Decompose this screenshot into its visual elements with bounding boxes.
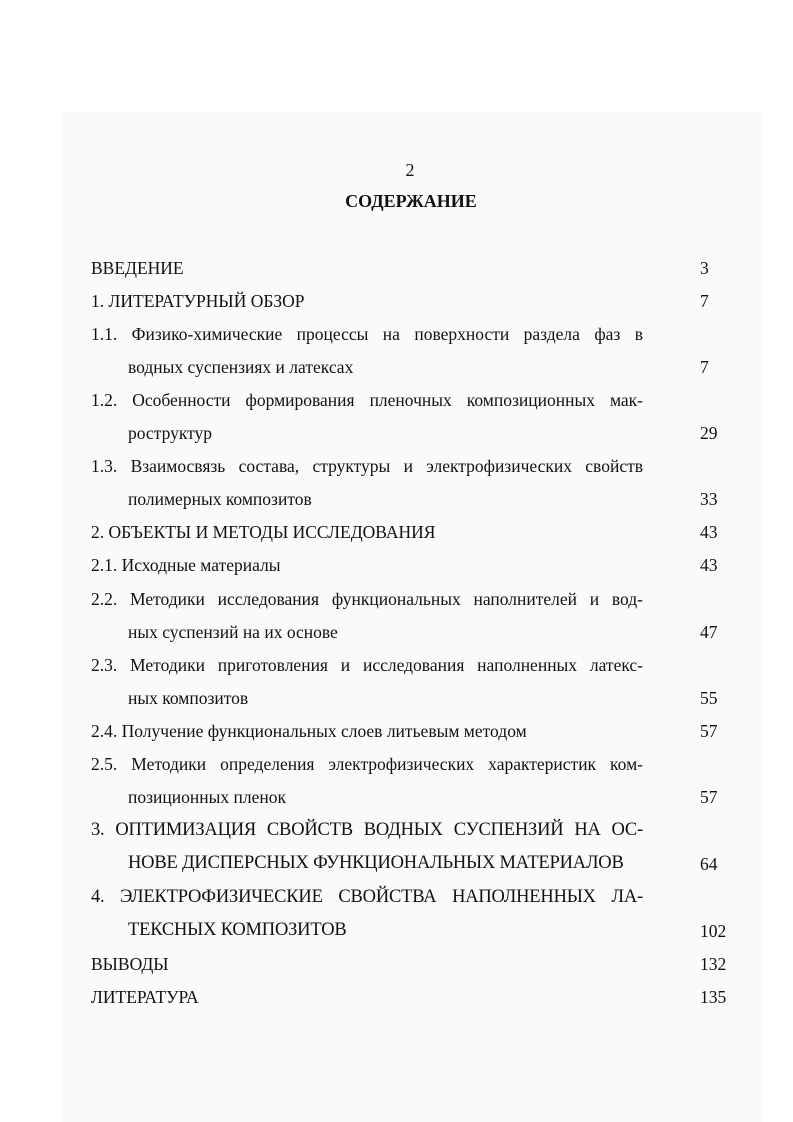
toc-entry-chapter-4-cont: ТЕКСНЫХ КОМПОЗИТОВ xyxy=(128,920,347,940)
toc-page-conclusions: 132 xyxy=(700,954,727,974)
toc-page-chapter-3: 64 xyxy=(700,854,718,874)
toc-entry-references: ЛИТЕРАТУРА xyxy=(91,987,199,1007)
toc-page-chapter-4: 102 xyxy=(700,921,727,941)
toc-entry-2-3-cont: ных композитов xyxy=(128,688,249,708)
toc-entry-2-5-cont: позиционных пленок xyxy=(128,787,286,807)
toc-page-1-3: 33 xyxy=(700,489,718,509)
toc-entry-1-2-cont: роструктур xyxy=(128,423,213,443)
toc-entry-1-3: 1.3. Взаимосвязь состава, структуры и электрофизических свойств xyxy=(91,456,643,476)
toc-entry-chapter-2: 2. ОБЪЕКТЫ И МЕТОДЫ ИССЛЕДОВАНИЯ xyxy=(91,522,436,542)
toc-entry-1-1-cont: водных суспензиях и латексах xyxy=(128,357,354,377)
toc-entry-2-2-cont: ных суспензий на их основе xyxy=(128,622,338,642)
toc-page-references: 135 xyxy=(700,987,727,1007)
toc-page-1-2: 29 xyxy=(700,423,718,443)
toc-entry-1-1: 1.1. Физико-химические процессы на поверхности раздела фаз в xyxy=(91,324,643,344)
toc-entry-conclusions: ВЫВОДЫ xyxy=(91,954,169,974)
toc-page-2-2: 47 xyxy=(700,622,718,642)
toc-entry-2-4: 2.4. Получение функциональных слоев литьевым методом xyxy=(91,721,527,741)
toc-entry-2-5: 2.5. Методики определения электрофизических характеристик ком- xyxy=(91,754,643,774)
toc-page-chapter-2: 43 xyxy=(700,522,718,542)
toc-page-2-5: 57 xyxy=(700,787,718,807)
toc-page-intro: 3 xyxy=(700,258,709,278)
toc-entry-2-3: 2.3. Методики приготовления и исследования наполненных латекс- xyxy=(91,655,643,675)
page-number: 2 xyxy=(405,160,415,180)
toc-entry-intro: ВВЕДЕНИЕ xyxy=(91,258,184,278)
toc-page-2-1: 43 xyxy=(700,555,718,575)
toc-page-chapter-1: 7 xyxy=(700,291,709,311)
toc-page-1-1: 7 xyxy=(700,357,709,377)
toc-entry-1-3-cont: полимерных композитов xyxy=(128,489,312,509)
toc-entry-2-1: 2.1. Исходные материалы xyxy=(91,555,281,575)
toc-page-2-3: 55 xyxy=(700,688,718,708)
toc-entry-chapter-4: 4. ЭЛЕКТРОФИЗИЧЕСКИЕ СВОЙСТВА НАПОЛНЕННЫХ ЛА- xyxy=(91,887,643,907)
toc-title: СОДЕРЖАНИЕ xyxy=(345,191,477,211)
toc-entry-chapter-3-cont: НОВЕ ДИСПЕРСНЫХ ФУНКЦИОНАЛЬНЫХ МАТЕРИАЛОВ xyxy=(128,853,624,873)
toc-entry-chapter-3: 3. ОПТИМИЗАЦИЯ СВОЙСТВ ВОДНЫХ СУСПЕНЗИЙ НА ОС- xyxy=(91,820,643,840)
toc-page-2-4: 57 xyxy=(700,721,718,741)
toc-entry-1-2: 1.2. Особенности формирования пленочных композиционных мак- xyxy=(91,390,643,410)
toc-entry-2-2: 2.2. Методики исследования функциональных наполнителей и вод- xyxy=(91,589,643,609)
toc-entry-chapter-1: 1. ЛИТЕРАТУРНЫЙ ОБЗОР xyxy=(91,291,305,311)
